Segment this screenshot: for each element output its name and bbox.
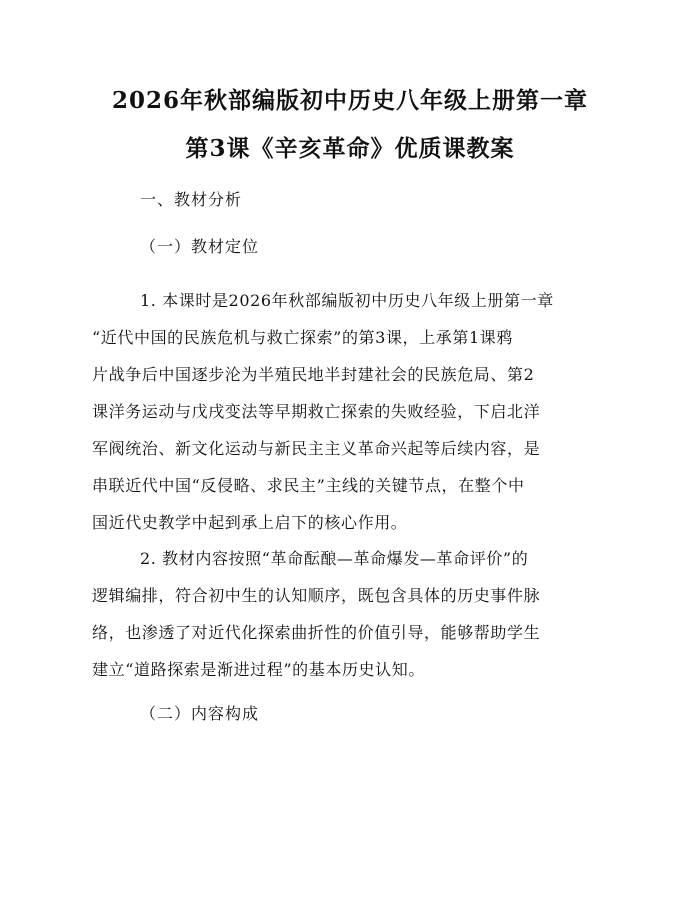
paragraph-1-line: 课洋务运动与戊戌变法等早期救亡探索的失败经验，下启北洋 — [92, 402, 541, 421]
paragraph-2-line: 络，也渗透了对近代化探索曲折性的价值引导，能够帮助学生 — [92, 623, 541, 642]
paragraph-1-line: “近代中国的民族危机与救亡探索”的第3课，上承第1课鸦 — [92, 328, 513, 347]
paragraph-1-line: 串联近代中国“反侵略、求民主”主线的关键节点，在整个中 — [92, 476, 525, 495]
paragraph-2-line: 建立“道路探索是渐进过程”的基本历史认知。 — [92, 660, 425, 679]
subsection-heading-content-structure: （二）内容构成 — [140, 704, 260, 723]
section-heading-textbook-analysis: 一、教材分析 — [140, 190, 243, 209]
paragraph-2-line: 逻辑编排，符合初中生的认知顺序，既包含具体的历史事件脉 — [92, 586, 541, 605]
document-title-line-2: 第3课《辛亥革命》优质课教案 — [185, 135, 515, 162]
document-title-line-1: 2026年秋部编版初中历史八年级上册第一章 — [111, 87, 588, 114]
paragraph-1-line: 1. 本课时是2026年秋部编版初中历史八年级上册第一章 — [140, 291, 554, 310]
paragraph-2-line: 2. 教材内容按照“革命酝酿—革命爆发—革命评价”的 — [140, 549, 529, 568]
paragraph-1-line: 片战争后中国逐步沦为半殖民地半封建社会的民族危局、第2 — [92, 365, 535, 384]
paragraph-1-line: 军阀统治、新文化运动与新民主主义革命兴起等后续内容，是 — [92, 439, 541, 458]
paragraph-2 — [92, 540, 612, 688]
subsection-heading-textbook-positioning: （一）教材定位 — [140, 237, 260, 256]
paragraph-1-line: 国近代史教学中起到承上启下的核心作用。 — [92, 513, 408, 532]
paragraph-1 — [92, 282, 612, 541]
